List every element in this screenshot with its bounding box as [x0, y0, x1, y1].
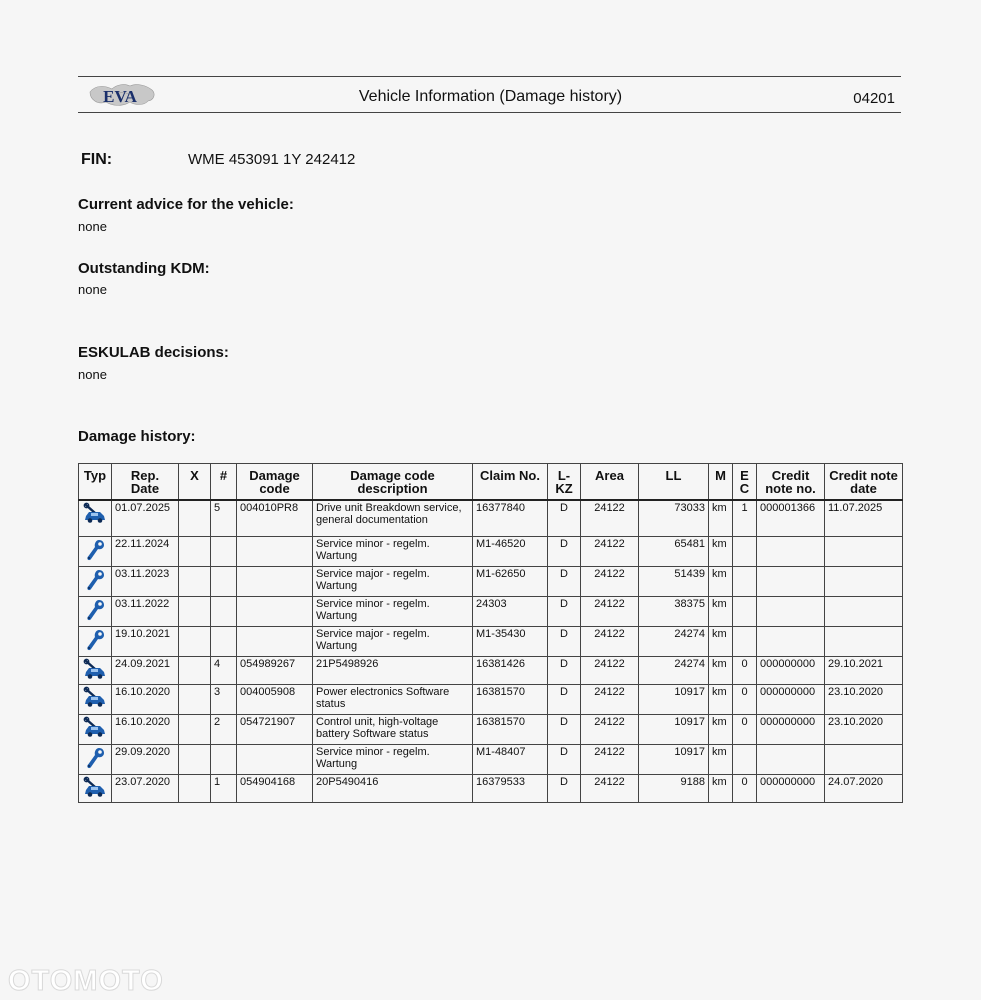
cell-rep-date: 03.11.2023 [112, 567, 179, 597]
cell-credit-note-no [757, 745, 825, 775]
cell-rep-date: 22.11.2024 [112, 537, 179, 567]
cell-m: km [709, 715, 733, 745]
cell-ll: 51439 [639, 567, 709, 597]
cell-rep-date: 01.07.2025 [112, 500, 179, 537]
cell-area: 24122 [581, 537, 639, 567]
cell-hash: 4 [211, 657, 237, 685]
cell-typ [79, 597, 112, 627]
cell-typ [79, 627, 112, 657]
cell-ll: 65481 [639, 537, 709, 567]
cell-hash [211, 567, 237, 597]
document-number: 04201 [853, 90, 895, 107]
cell-claim-no: 24303 [473, 597, 548, 627]
col-header-x: X [179, 464, 211, 500]
cell-credit-note-no: 000000000 [757, 657, 825, 685]
cell-ec: 0 [733, 657, 757, 685]
cell-ec [733, 567, 757, 597]
col-header-hash: # [211, 464, 237, 500]
otomoto-watermark [6, 962, 176, 996]
cell-damage-code: 054721907 [237, 715, 313, 745]
watermark-text: OTOMOTO [8, 965, 164, 996]
cell-damage-code [237, 567, 313, 597]
cell-description: Service minor - regelm. Wartung [313, 537, 473, 567]
cell-credit-note-no [757, 537, 825, 567]
cell-lkz: D [548, 657, 581, 685]
cell-credit-note-date: 11.07.2025 [825, 500, 903, 537]
cell-claim-no: 16381426 [473, 657, 548, 685]
cell-m: km [709, 567, 733, 597]
cell-hash: 2 [211, 715, 237, 745]
wrench-icon [84, 598, 106, 622]
cell-area: 24122 [581, 657, 639, 685]
table-row [79, 627, 903, 657]
cell-m: km [709, 657, 733, 685]
cell-area: 24122 [581, 715, 639, 745]
table-row [79, 537, 903, 567]
car-repair-icon [83, 776, 107, 798]
fin-value: WME 453091 1Y 242412 [188, 151, 356, 168]
table-row [79, 775, 903, 803]
cell-m: km [709, 685, 733, 715]
cell-lkz: D [548, 685, 581, 715]
cell-lkz: D [548, 500, 581, 537]
cell-damage-code: 004010PR8 [237, 500, 313, 537]
cell-credit-note-date [825, 537, 903, 567]
cell-hash [211, 745, 237, 775]
cell-lkz: D [548, 715, 581, 745]
header-bottom-rule [78, 112, 901, 113]
cell-description: Power electronics Software status [313, 685, 473, 715]
cell-hash [211, 597, 237, 627]
cell-area: 24122 [581, 567, 639, 597]
cell-ll: 73033 [639, 500, 709, 537]
cell-credit-note-no [757, 567, 825, 597]
cell-typ [79, 745, 112, 775]
cell-rep-date: 24.09.2021 [112, 657, 179, 685]
cell-x [179, 715, 211, 745]
cell-rep-date: 03.11.2022 [112, 597, 179, 627]
cell-lkz: D [548, 537, 581, 567]
cell-rep-date: 29.09.2020 [112, 745, 179, 775]
cell-description: Service minor - regelm. Wartung [313, 745, 473, 775]
cell-credit-note-date: 29.10.2021 [825, 657, 903, 685]
cell-ll: 38375 [639, 597, 709, 627]
col-header-rep-date: Rep. Date [112, 464, 179, 500]
cell-credit-note-date: 23.10.2020 [825, 715, 903, 745]
svg-text:EVA: EVA [103, 87, 137, 106]
eskulab-value: none [78, 367, 107, 382]
cell-claim-no: M1-46520 [473, 537, 548, 567]
col-header-ll: LL [639, 464, 709, 500]
cell-x [179, 745, 211, 775]
cell-m: km [709, 775, 733, 803]
table-row [79, 500, 903, 537]
cell-credit-note-date: 23.10.2020 [825, 685, 903, 715]
cell-hash [211, 627, 237, 657]
cell-claim-no: 16381570 [473, 685, 548, 715]
advice-value: none [78, 219, 107, 234]
wrench-icon [84, 568, 106, 592]
table-row [79, 567, 903, 597]
cell-area: 24122 [581, 745, 639, 775]
cell-description: Service major - regelm. Wartung [313, 567, 473, 597]
cell-ec [733, 745, 757, 775]
table-row [79, 685, 903, 715]
kdm-value: none [78, 282, 107, 297]
cell-m: km [709, 537, 733, 567]
cell-ec: 0 [733, 685, 757, 715]
col-header-area: Area [581, 464, 639, 500]
cell-damage-code: 054989267 [237, 657, 313, 685]
cell-ec: 0 [733, 715, 757, 745]
cell-damage-code [237, 597, 313, 627]
col-header-credit-note-date: Credit note date [825, 464, 903, 500]
cell-typ [79, 715, 112, 745]
cell-typ [79, 500, 112, 537]
cell-x [179, 597, 211, 627]
cell-m: km [709, 597, 733, 627]
col-header-description: Damage code description [313, 464, 473, 500]
table-row [79, 745, 903, 775]
cell-credit-note-no [757, 627, 825, 657]
col-header-claim-no: Claim No. [473, 464, 548, 500]
cell-m: km [709, 627, 733, 657]
wrench-icon [84, 538, 106, 562]
cell-credit-note-no: 000001366 [757, 500, 825, 537]
cell-rep-date: 16.10.2020 [112, 715, 179, 745]
cell-damage-code: 054904168 [237, 775, 313, 803]
cell-x [179, 567, 211, 597]
col-header-ec: E C [733, 464, 757, 500]
cell-rep-date: 19.10.2021 [112, 627, 179, 657]
cell-claim-no: M1-35430 [473, 627, 548, 657]
cell-credit-note-no: 000000000 [757, 685, 825, 715]
cell-ll: 10917 [639, 745, 709, 775]
cell-ll: 24274 [639, 627, 709, 657]
cell-credit-note-date [825, 627, 903, 657]
cell-x [179, 685, 211, 715]
cell-rep-date: 23.07.2020 [112, 775, 179, 803]
cell-description: 21P5498926 [313, 657, 473, 685]
cell-claim-no: 16379533 [473, 775, 548, 803]
cell-credit-note-date [825, 597, 903, 627]
table-header-row [79, 464, 903, 500]
cell-typ [79, 657, 112, 685]
kdm-title: Outstanding KDM: [78, 260, 210, 277]
cell-area: 24122 [581, 597, 639, 627]
damage-history-table [78, 463, 903, 803]
cell-area: 24122 [581, 500, 639, 537]
cell-m: km [709, 500, 733, 537]
cell-area: 24122 [581, 627, 639, 657]
cell-damage-code: 004005908 [237, 685, 313, 715]
cell-credit-note-date: 24.07.2020 [825, 775, 903, 803]
cell-credit-note-date [825, 567, 903, 597]
cell-credit-note-no [757, 597, 825, 627]
cell-credit-note-no: 000000000 [757, 775, 825, 803]
cell-x [179, 775, 211, 803]
cell-hash [211, 537, 237, 567]
cell-area: 24122 [581, 685, 639, 715]
cell-x [179, 537, 211, 567]
cell-ec [733, 597, 757, 627]
cell-damage-code [237, 537, 313, 567]
damage-history-title: Damage history: [78, 428, 196, 445]
cell-damage-code [237, 627, 313, 657]
col-header-lkz: L- KZ [548, 464, 581, 500]
wrench-icon [84, 628, 106, 652]
car-repair-icon [83, 502, 107, 524]
cell-typ [79, 685, 112, 715]
cell-description: Service major - regelm. Wartung [313, 627, 473, 657]
damage-history-rows [79, 500, 903, 803]
cell-rep-date: 16.10.2020 [112, 685, 179, 715]
table-row [79, 715, 903, 745]
col-header-m: M [709, 464, 733, 500]
fin-label: FIN: [81, 151, 113, 168]
col-header-credit-note-no: Credit note no. [757, 464, 825, 500]
cell-description: 20P5490416 [313, 775, 473, 803]
cell-ll: 24274 [639, 657, 709, 685]
cell-ll: 10917 [639, 685, 709, 715]
cell-ec [733, 537, 757, 567]
cell-ll: 10917 [639, 715, 709, 745]
cell-typ [79, 567, 112, 597]
cell-description: Control unit, high-voltage battery Software status [313, 715, 473, 745]
cell-ec [733, 627, 757, 657]
cell-damage-code [237, 745, 313, 775]
cell-x [179, 657, 211, 685]
cell-description: Service minor - regelm. Wartung [313, 597, 473, 627]
cell-hash: 5 [211, 500, 237, 537]
cell-hash: 1 [211, 775, 237, 803]
cell-credit-note-no: 000000000 [757, 715, 825, 745]
car-repair-icon [83, 716, 107, 738]
cell-ec: 0 [733, 775, 757, 803]
cell-lkz: D [548, 567, 581, 597]
cell-ec: 1 [733, 500, 757, 537]
cell-claim-no: 16377840 [473, 500, 548, 537]
car-repair-icon [83, 686, 107, 708]
cell-credit-note-date [825, 745, 903, 775]
wrench-icon [84, 746, 106, 770]
col-header-damage-code: Damage code [237, 464, 313, 500]
cell-lkz: D [548, 597, 581, 627]
cell-area: 24122 [581, 775, 639, 803]
cell-ll: 9188 [639, 775, 709, 803]
header-top-rule [78, 76, 901, 77]
cell-typ [79, 775, 112, 803]
table-row [79, 597, 903, 627]
cell-hash: 3 [211, 685, 237, 715]
cell-lkz: D [548, 627, 581, 657]
cell-claim-no: M1-48407 [473, 745, 548, 775]
car-repair-icon [83, 658, 107, 680]
cell-typ [79, 537, 112, 567]
cell-description: Drive unit Breakdown service, general documentation [313, 500, 473, 537]
cell-lkz: D [548, 775, 581, 803]
eskulab-title: ESKULAB decisions: [78, 344, 229, 361]
cell-m: km [709, 745, 733, 775]
col-header-typ: Typ [79, 464, 112, 500]
cell-lkz: D [548, 745, 581, 775]
cell-claim-no: 16381570 [473, 715, 548, 745]
table-row [79, 657, 903, 685]
cell-x [179, 500, 211, 537]
cell-x [179, 627, 211, 657]
page-title: Vehicle Information (Damage history) [358, 88, 623, 105]
advice-title: Current advice for the vehicle: [78, 196, 294, 213]
cell-claim-no: M1-62650 [473, 567, 548, 597]
